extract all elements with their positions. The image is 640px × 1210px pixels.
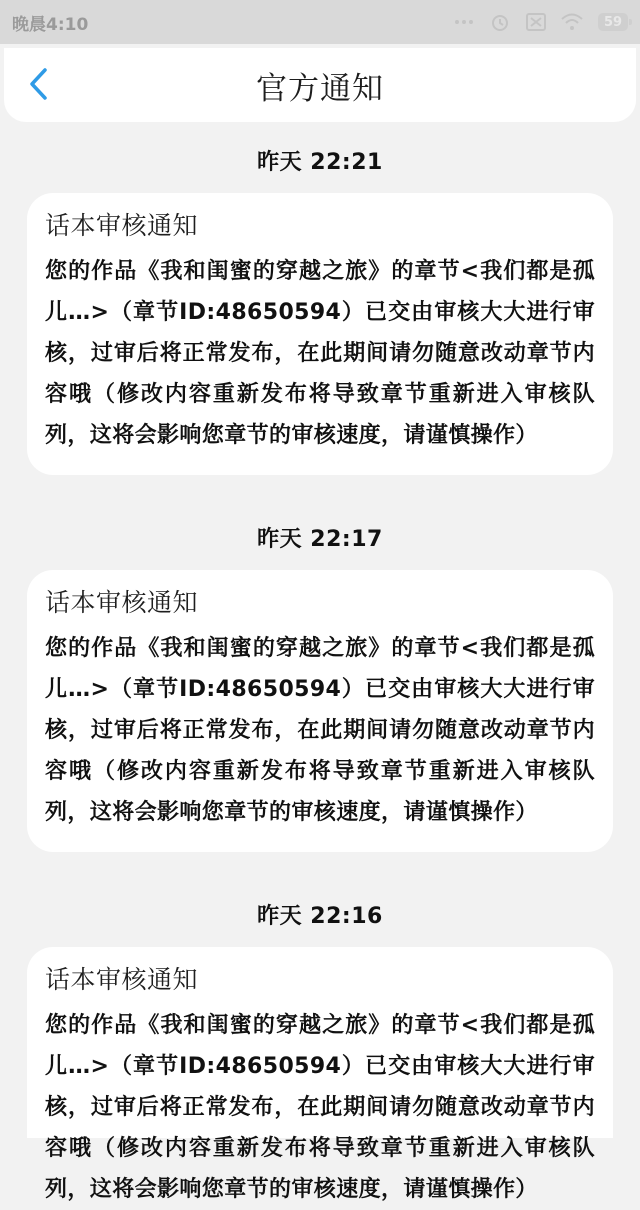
notification-body: 您的作品《我和闺蜜的穿越之旅》的章节<我们都是孤儿…>（章节ID:48650594）已交由审核大大进行审核，过审后将正常发布，在此期间请勿随意改动章节内容哦（修改内容重新发布将导致章节重新进入审核队列，这将会影响您章节的审核速度，请谨慎操作）	[45, 1013, 595, 1202]
notification-title: 话本审核通知	[45, 965, 199, 994]
notification-card[interactable]	[27, 570, 613, 852]
alarm-icon	[490, 12, 510, 32]
status-icons	[454, 9, 628, 35]
timestamp: 昨天 22:21	[257, 150, 383, 175]
status-bar	[0, 0, 640, 44]
notification-card[interactable]	[27, 947, 613, 1202]
notification-card[interactable]	[27, 193, 613, 475]
page-title: 官方通知	[256, 70, 384, 107]
battery-level: 59	[603, 14, 623, 30]
header	[4, 48, 636, 122]
notification-title: 话本审核通知	[45, 588, 199, 617]
more-dots-icon	[454, 12, 474, 32]
sim-card-icon	[526, 12, 546, 32]
status-time: 晚晨4:10	[12, 15, 89, 35]
battery-icon	[598, 13, 628, 31]
notification-body: 您的作品《我和闺蜜的穿越之旅》的章节<我们都是孤儿…>（章节ID:48650594）已交由审核大大进行审核，过审后将正常发布，在此期间请勿随意改动章节内容哦（修改内容重新发布将导致章节重新进入审核队列，这将会影响您章节的审核速度，请谨慎操作）	[45, 636, 595, 825]
notification-title: 话本审核通知	[45, 211, 199, 240]
timestamp: 昨天 22:16	[257, 904, 383, 929]
timestamp: 昨天 22:17	[257, 527, 383, 552]
notification-body: 您的作品《我和闺蜜的穿越之旅》的章节<我们都是孤儿…>（章节ID:48650594）已交由审核大大进行审核，过审后将正常发布，在此期间请勿随意改动章节内容哦（修改内容重新发布将导致章节重新进入审核队列，这将会影响您章节的审核速度，请谨慎操作）	[45, 259, 595, 448]
wifi-icon	[562, 12, 582, 32]
